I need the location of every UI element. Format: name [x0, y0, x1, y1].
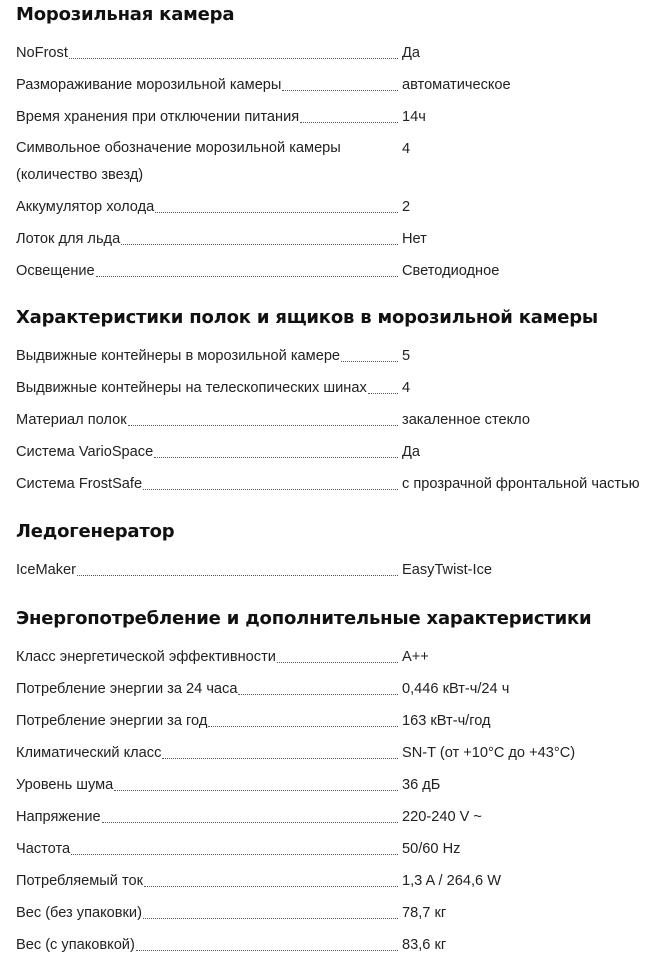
- spec-row: [16, 737, 669, 769]
- spec-label: IceMaker: [16, 562, 77, 578]
- spec-row: [16, 673, 669, 705]
- spec-value: 83,6 кг: [402, 937, 447, 953]
- dotted-leader: [282, 89, 398, 91]
- spec-row: [16, 372, 669, 404]
- dotted-leader: [341, 360, 398, 362]
- spec-row: [16, 133, 669, 191]
- dotted-leader: [154, 456, 398, 458]
- spec-label: Вес (без упаковки): [16, 905, 142, 921]
- section-energy: [16, 607, 669, 961]
- spec-row: [16, 865, 669, 897]
- dotted-leader: [208, 725, 398, 727]
- spec-value: Да: [402, 444, 420, 460]
- spec-label: Символьное обозначение морозильной камеры (количество звезд): [16, 135, 386, 189]
- spec-value: 5: [402, 348, 411, 364]
- spec-row: [16, 255, 669, 287]
- dotted-leader: [96, 275, 398, 277]
- section-title: Характеристики полок и ящиков в морозильной камеры: [16, 307, 598, 328]
- spec-label: Освещение: [16, 263, 95, 279]
- spec-row: [16, 769, 669, 801]
- section-freezer: [16, 3, 669, 287]
- spec-row: [16, 641, 669, 673]
- spec-value: 36 дБ: [402, 777, 441, 793]
- dotted-leader: [77, 574, 398, 576]
- spec-row: [16, 37, 669, 69]
- spec-label: Потребляемый ток: [16, 873, 144, 889]
- spec-value: 50/60 Hz: [402, 841, 461, 857]
- spec-value: 2: [402, 199, 411, 215]
- spec-label: Размораживание морозильной камеры: [16, 77, 282, 93]
- spec-value: с прозрачной фронтальной частью: [402, 476, 640, 492]
- dotted-leader: [71, 853, 398, 855]
- dotted-leader: [300, 121, 398, 123]
- dotted-leader: [238, 693, 398, 695]
- spec-label: Лоток для льда: [16, 231, 121, 247]
- section-shelves-drawers: [16, 306, 669, 500]
- spec-label: Класс энергетической эффективности: [16, 649, 276, 665]
- dotted-leader: [102, 821, 398, 823]
- spec-row: [16, 340, 669, 372]
- spec-value: EasyTwist-Ice: [402, 562, 493, 578]
- spec-row: [16, 191, 669, 223]
- dotted-leader: [121, 243, 398, 245]
- section-title: Ледогенератор: [16, 521, 175, 542]
- dotted-leader: [155, 211, 398, 213]
- dotted-leader: [128, 424, 398, 426]
- dotted-leader: [143, 488, 398, 490]
- spec-value: автоматическое: [402, 77, 511, 93]
- spec-label: Система VarioSpace: [16, 444, 154, 460]
- spec-row: [16, 69, 669, 101]
- section-icemaker: [16, 520, 669, 586]
- spec-value: 4: [402, 141, 411, 157]
- spec-row: [16, 404, 669, 436]
- spec-label: Материал полок: [16, 412, 127, 428]
- spec-value: 1,3 A / 264,6 W: [402, 873, 501, 889]
- spec-value: 4: [402, 380, 411, 396]
- spec-value: 78,7 кг: [402, 905, 447, 921]
- spec-row: [16, 468, 669, 500]
- dotted-leader: [114, 789, 398, 791]
- spec-label: NoFrost: [16, 45, 68, 61]
- spec-value: 220-240 V ~: [402, 809, 482, 825]
- spec-row: [16, 223, 669, 255]
- spec-row: [16, 554, 669, 586]
- spec-label: Система FrostSafe: [16, 476, 143, 492]
- spec-label: Частота: [16, 841, 71, 857]
- spec-row: [16, 801, 669, 833]
- dotted-leader: [144, 885, 398, 887]
- spec-label: Климатический класс: [16, 745, 162, 761]
- spec-row: [16, 101, 669, 133]
- spec-row: [16, 705, 669, 737]
- spec-label: Напряжение: [16, 809, 101, 825]
- spec-row: [16, 929, 669, 961]
- spec-label: Аккумулятор холода: [16, 199, 155, 215]
- spec-label: Вес (с упаковкой): [16, 937, 135, 953]
- section-title: Морозильная камера: [16, 4, 235, 25]
- spec-value: SN-T (от +10°C до +43°C): [402, 745, 576, 761]
- spec-label: Уровень шума: [16, 777, 114, 793]
- spec-value: Да: [402, 45, 420, 61]
- spec-label: Выдвижные контейнеры в морозильной камере: [16, 348, 341, 364]
- spec-value: 163 кВт-ч/год: [402, 713, 491, 729]
- spec-label: Выдвижные контейнеры на телескопических шинах: [16, 380, 367, 396]
- spec-value: закаленное стекло: [402, 412, 530, 428]
- spec-label: Потребление энергии за год: [16, 713, 208, 729]
- spec-value: 14ч: [402, 109, 426, 125]
- spec-value: A++: [402, 649, 429, 665]
- section-title: Энергопотребление и дополнительные характеристики: [16, 608, 592, 629]
- spec-value: Нет: [402, 231, 427, 247]
- spec-row: [16, 897, 669, 929]
- spec-label: Время хранения при отключении питания: [16, 109, 300, 125]
- dotted-leader: [277, 661, 398, 663]
- dotted-leader: [69, 57, 398, 59]
- dotted-leader: [162, 757, 398, 759]
- spec-row: [16, 833, 669, 865]
- dotted-leader: [136, 949, 398, 951]
- spec-value: Светодиодное: [402, 263, 500, 279]
- dotted-leader: [368, 392, 398, 394]
- dotted-leader: [143, 917, 398, 919]
- spec-row: [16, 436, 669, 468]
- spec-label: Потребление энергии за 24 часа: [16, 681, 238, 697]
- spec-value: 0,446 кВт-ч/24 ч: [402, 681, 510, 697]
